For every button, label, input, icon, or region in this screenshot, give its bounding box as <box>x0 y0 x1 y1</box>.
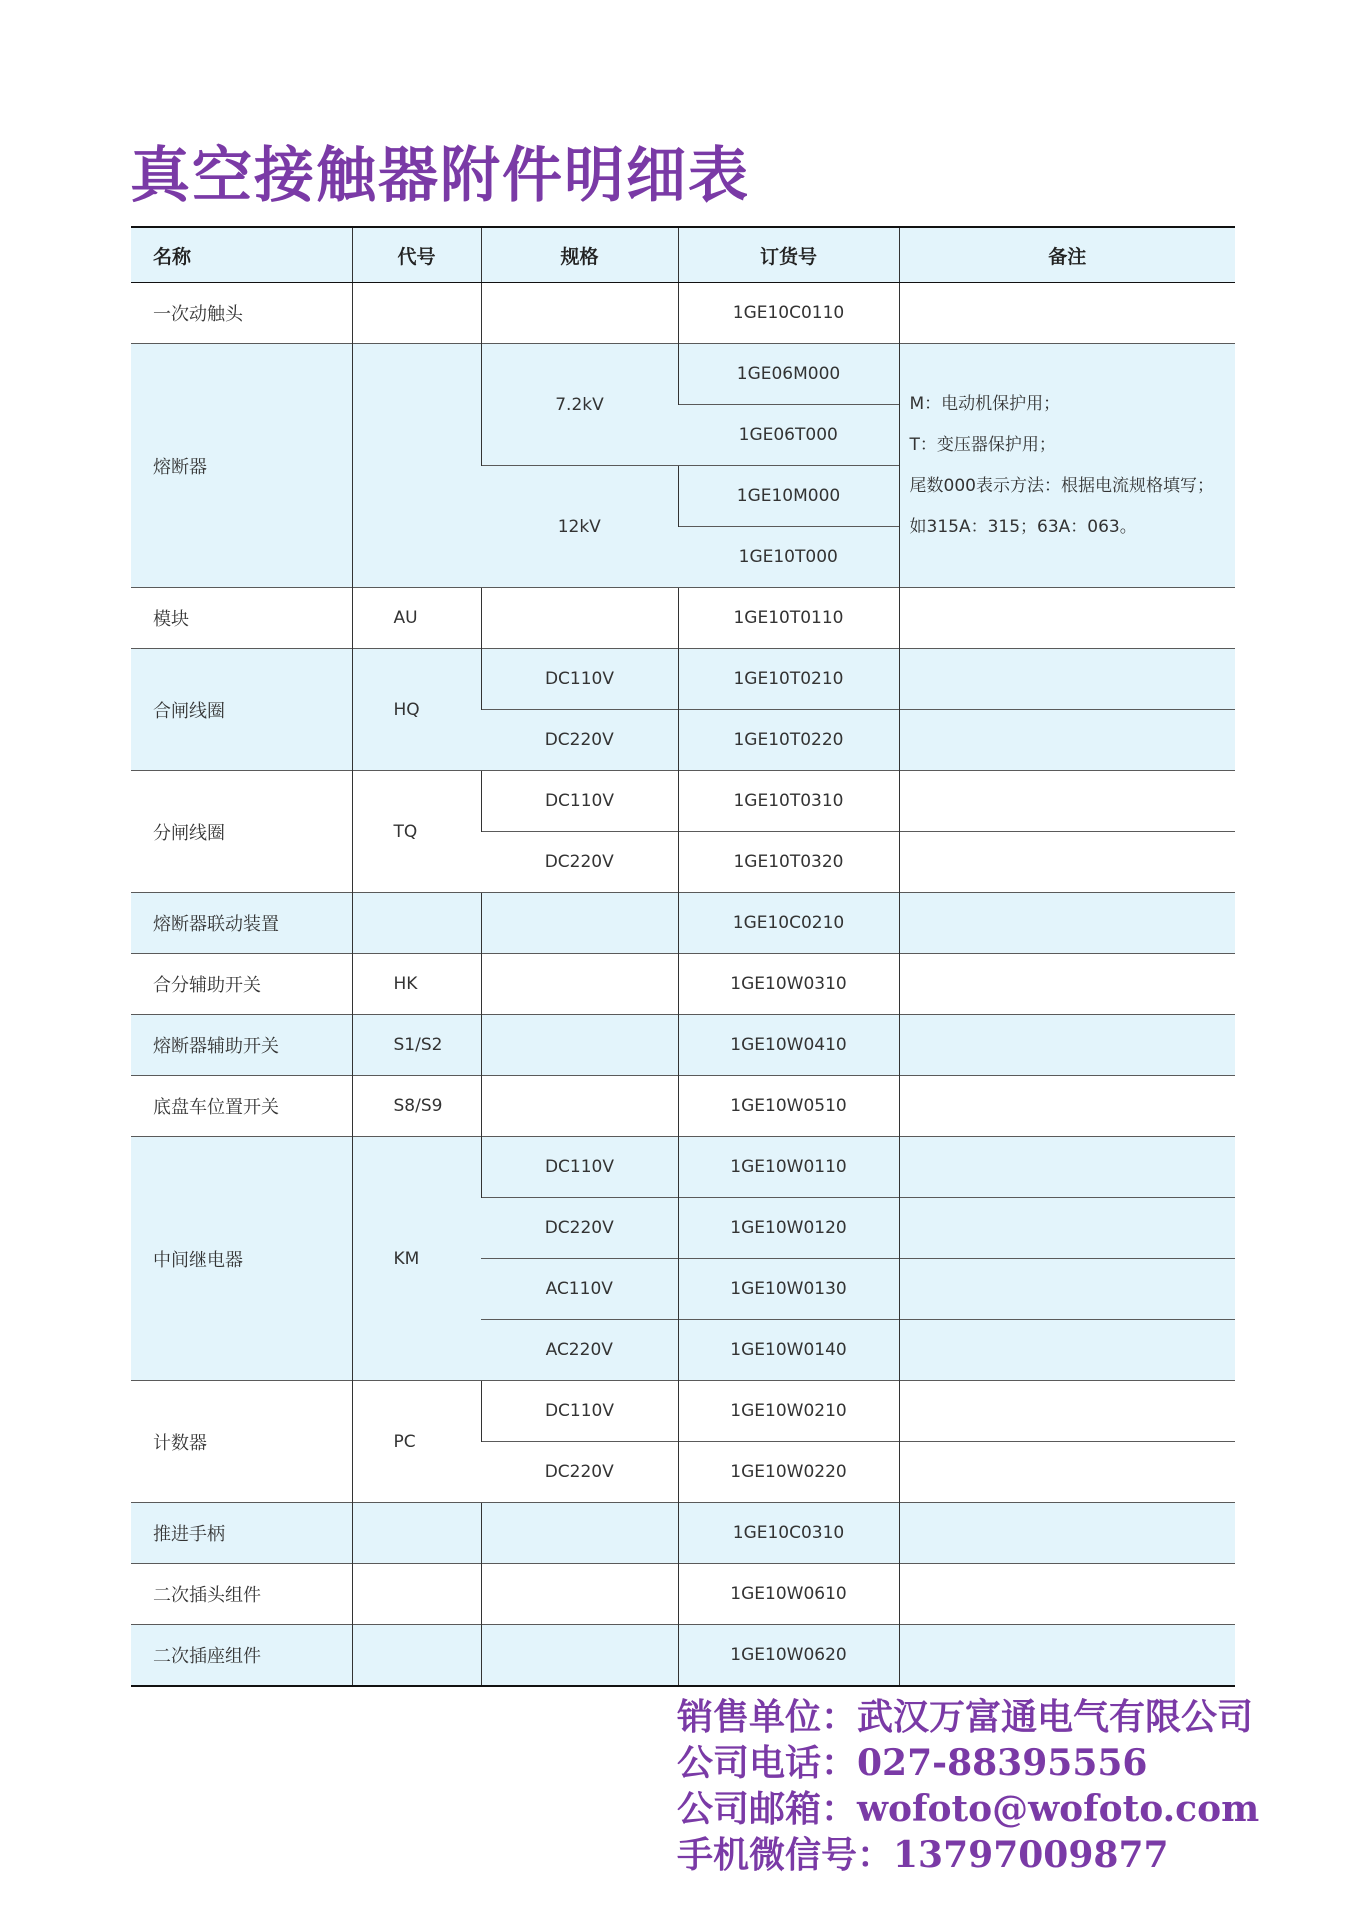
header-spec: 规格 <box>481 227 678 283</box>
table-row <box>131 1137 1235 1198</box>
table-row <box>131 588 1235 649</box>
cell-order: 1GE10T0210 <box>678 649 899 710</box>
cell-name: 推进手柄 <box>131 1503 352 1564</box>
cell-spec: DC110V <box>481 649 678 710</box>
cell-spec: 12kV <box>481 466 678 588</box>
table-row <box>131 1503 1235 1564</box>
cell-spec: DC220V <box>481 710 678 771</box>
table-row <box>131 1381 1235 1442</box>
cell-order: 1GE10W0130 <box>678 1259 899 1320</box>
table-row <box>131 954 1235 1015</box>
cell-code: HK <box>352 954 481 1015</box>
cell-remark <box>899 1137 1235 1198</box>
cell-order: 1GE10T000 <box>678 527 899 588</box>
cell-name: 合闸线圈 <box>131 649 352 771</box>
cell-spec: 7.2kV <box>481 344 678 466</box>
cell-spec <box>481 893 678 954</box>
cell-name: 熔断器 <box>131 344 352 588</box>
cell-code <box>352 1503 481 1564</box>
cell-order: 1GE10W0110 <box>678 1137 899 1198</box>
cell-code <box>352 893 481 954</box>
cell-remark <box>899 283 1235 344</box>
company-phone: 公司电话：027-88395556 <box>677 1742 1148 1784</box>
cell-remark <box>899 1198 1235 1259</box>
table-header-row <box>131 227 1235 283</box>
cell-remark <box>899 1564 1235 1625</box>
cell-name: 合分辅助开关 <box>131 954 352 1015</box>
remark-line: 如315A：315；63A：063。 <box>909 516 1137 537</box>
cell-remark <box>899 1076 1235 1137</box>
cell-spec <box>481 283 678 344</box>
cell-order: 1GE10T0320 <box>678 832 899 893</box>
cell-order: 1GE10W0410 <box>678 1015 899 1076</box>
cell-code <box>352 1564 481 1625</box>
table-row <box>131 893 1235 954</box>
cell-spec: DC110V <box>481 1137 678 1198</box>
cell-spec <box>481 954 678 1015</box>
cell-name: 二次插头组件 <box>131 1564 352 1625</box>
cell-name: 分闸线圈 <box>131 771 352 893</box>
sales-unit: 销售单位：武汉万富通电气有限公司 <box>677 1696 1254 1738</box>
cell-spec: DC220V <box>481 1198 678 1259</box>
cell-order: 1GE10T0310 <box>678 771 899 832</box>
remark-line: 尾数000表示方法：根据电流规格填写； <box>909 475 1214 496</box>
page-title: 真空接触器附件明细表 <box>130 141 750 211</box>
accessory-table <box>131 226 1235 1687</box>
cell-spec <box>481 1564 678 1625</box>
cell-remark <box>899 649 1235 710</box>
cell-order: 1GE10W0140 <box>678 1320 899 1381</box>
cell-remark <box>899 771 1235 832</box>
table-row <box>131 283 1235 344</box>
cell-code: AU <box>352 588 481 649</box>
cell-remark <box>899 1320 1235 1381</box>
cell-name: 中间继电器 <box>131 1137 352 1381</box>
cell-spec: DC220V <box>481 1442 678 1503</box>
cell-code: S8/S9 <box>352 1076 481 1137</box>
table-row <box>131 771 1235 832</box>
cell-spec <box>481 1076 678 1137</box>
cell-order: 1GE10W0620 <box>678 1625 899 1687</box>
cell-code <box>352 283 481 344</box>
cell-remark <box>899 1381 1235 1442</box>
cell-order: 1GE10W0210 <box>678 1381 899 1442</box>
cell-name: 熔断器联动装置 <box>131 893 352 954</box>
table-row <box>131 1564 1235 1625</box>
cell-order: 1GE10W0610 <box>678 1564 899 1625</box>
cell-remark <box>899 1503 1235 1564</box>
cell-order: 1GE10W0510 <box>678 1076 899 1137</box>
cell-name: 计数器 <box>131 1381 352 1503</box>
cell-remark <box>899 954 1235 1015</box>
cell-order: 1GE10C0210 <box>678 893 899 954</box>
cell-code: PC <box>352 1381 481 1503</box>
table-row <box>131 1076 1235 1137</box>
cell-spec: AC220V <box>481 1320 678 1381</box>
cell-code: TQ <box>352 771 481 893</box>
cell-remark <box>899 893 1235 954</box>
cell-remark <box>899 1442 1235 1503</box>
cell-spec <box>481 1015 678 1076</box>
cell-order: 1GE06T000 <box>678 405 899 466</box>
cell-order: 1GE10W0220 <box>678 1442 899 1503</box>
cell-remark <box>899 710 1235 771</box>
cell-spec: DC110V <box>481 771 678 832</box>
cell-remark <box>899 1625 1235 1687</box>
cell-name: 二次插座组件 <box>131 1625 352 1687</box>
table-row <box>131 1015 1235 1076</box>
cell-spec: DC110V <box>481 1381 678 1442</box>
cell-name: 模块 <box>131 588 352 649</box>
remark-line: T：变压器保护用； <box>909 434 1056 455</box>
cell-code <box>352 344 481 588</box>
cell-remark <box>899 1015 1235 1076</box>
table-row <box>131 649 1235 710</box>
cell-spec <box>481 588 678 649</box>
cell-order: 1GE10W0120 <box>678 1198 899 1259</box>
cell-code: HQ <box>352 649 481 771</box>
table-row <box>131 1625 1235 1687</box>
header-remark: 备注 <box>899 227 1235 283</box>
cell-spec: AC110V <box>481 1259 678 1320</box>
cell-order: 1GE10W0310 <box>678 954 899 1015</box>
cell-remark <box>899 588 1235 649</box>
cell-name: 熔断器辅助开关 <box>131 1015 352 1076</box>
cell-order: 1GE10C0310 <box>678 1503 899 1564</box>
cell-remark <box>899 1259 1235 1320</box>
cell-order: 1GE10T0220 <box>678 710 899 771</box>
cell-spec <box>481 1503 678 1564</box>
header-code: 代号 <box>352 227 481 283</box>
cell-order: 1GE06M000 <box>678 344 899 405</box>
header-order: 订货号 <box>678 227 899 283</box>
cell-order: 1GE10T0110 <box>678 588 899 649</box>
cell-order: 1GE10M000 <box>678 466 899 527</box>
cell-spec <box>481 1625 678 1687</box>
cell-name: 一次动触头 <box>131 283 352 344</box>
cell-spec: DC220V <box>481 832 678 893</box>
cell-code: S1/S2 <box>352 1015 481 1076</box>
cell-order: 1GE10C0110 <box>678 283 899 344</box>
company-email: 公司邮箱：wofoto@wofoto.com <box>677 1788 1260 1830</box>
cell-name: 底盘车位置开关 <box>131 1076 352 1137</box>
cell-remark <box>899 832 1235 893</box>
contact-info <box>677 1694 1259 1878</box>
cell-code <box>352 1625 481 1687</box>
remark-line: M：电动机保护用； <box>909 393 1061 414</box>
header-name: 名称 <box>131 227 352 283</box>
cell-code: KM <box>352 1137 481 1381</box>
cell-remark <box>899 344 1235 588</box>
table-row <box>131 344 1235 405</box>
wechat-number: 手机微信号：13797009877 <box>677 1834 1169 1876</box>
